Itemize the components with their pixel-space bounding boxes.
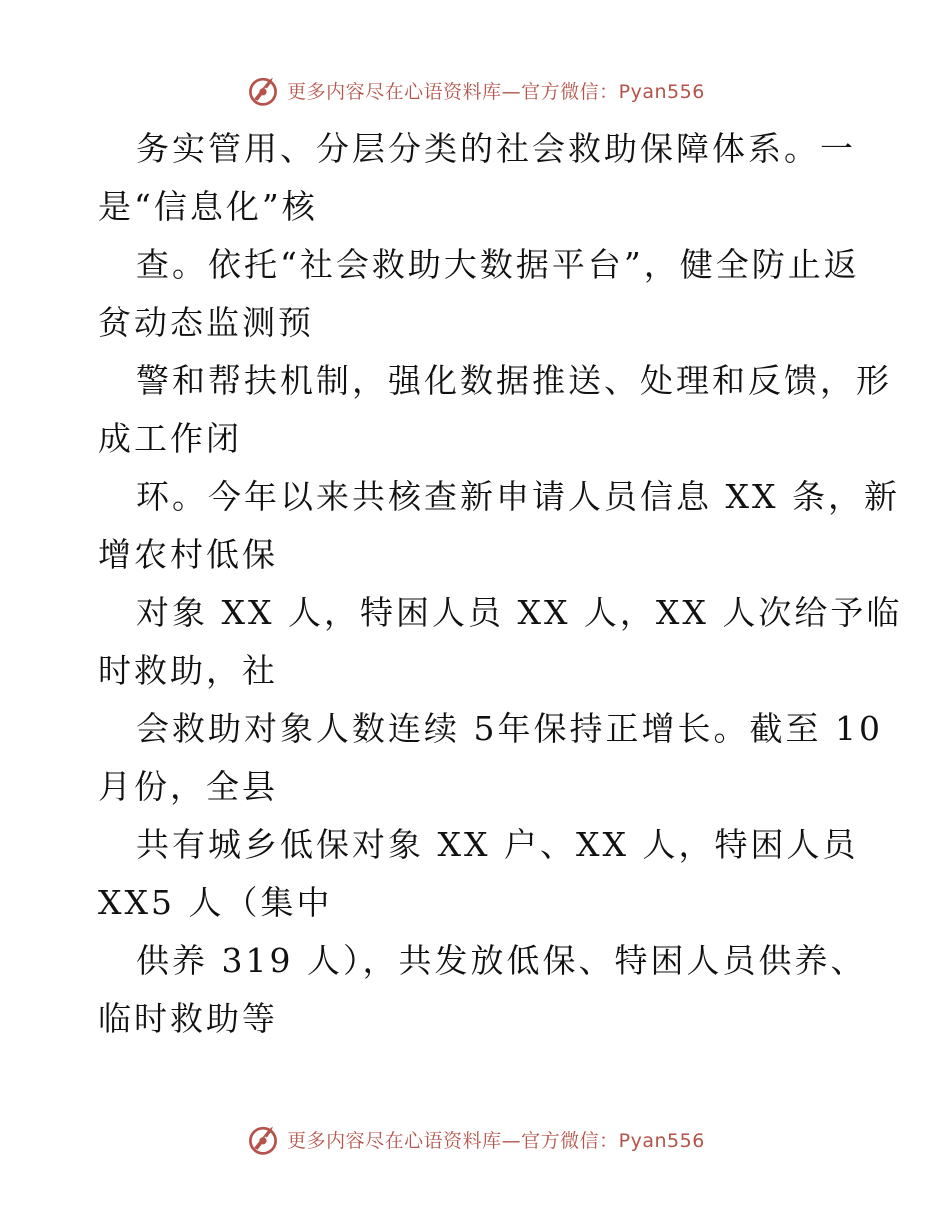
quill-pen-logo-icon — [245, 1121, 281, 1157]
text-line: 环。今年以来共核查新申请人员信息 XX 条，新 — [136, 477, 900, 516]
text-line: 共有城乡低保对象 XX 户、XX 人，特困人员 — [136, 825, 859, 864]
text-line: 贫动态监测预 — [98, 303, 314, 342]
text-line: 查。依托“社会救助大数据平台”，健全防止返 — [136, 245, 860, 284]
text-line: 会救助对象人数连续 5年保持正增长。截至 10 — [136, 709, 883, 748]
text-line: 供养 319 人），共发放低保、特困人员供养、 — [136, 941, 867, 980]
paragraph — [98, 352, 892, 468]
footer-banner-text: 更多内容尽在心语资料库—官方微信：Pyan556 — [287, 1129, 705, 1152]
paragraph — [98, 932, 868, 1048]
text-line: 是“信息化”核 — [98, 187, 318, 226]
text-line: 对象 XX 人，特困人员 XX 人，XX 人次给予临 — [136, 593, 903, 632]
text-line: XX5 人（集中 — [98, 883, 333, 922]
paragraph — [98, 584, 903, 700]
text-line: 警和帮扶机制，强化数据推送、处理和反馈，形 — [136, 361, 892, 400]
paragraph — [98, 816, 868, 932]
text-line: 时救助，社 — [98, 651, 278, 690]
header-banner — [0, 70, 950, 110]
text-line: 增农村低保 — [98, 535, 278, 574]
text-line: 务实管用、分层分类的社会救助保障体系。一 — [136, 129, 856, 168]
document-body — [98, 120, 903, 1048]
paragraph — [98, 700, 883, 816]
quill-pen-logo-icon — [245, 72, 281, 108]
paragraph — [98, 236, 868, 352]
footer-banner — [0, 1119, 950, 1159]
text-line: 月份，全县 — [98, 767, 278, 806]
paragraph — [98, 120, 868, 236]
header-banner-text: 更多内容尽在心语资料库—官方微信：Pyan556 — [287, 80, 705, 103]
paragraph — [98, 468, 900, 584]
text-line: 成工作闭 — [98, 419, 242, 458]
text-line: 临时救助等 — [98, 999, 278, 1038]
